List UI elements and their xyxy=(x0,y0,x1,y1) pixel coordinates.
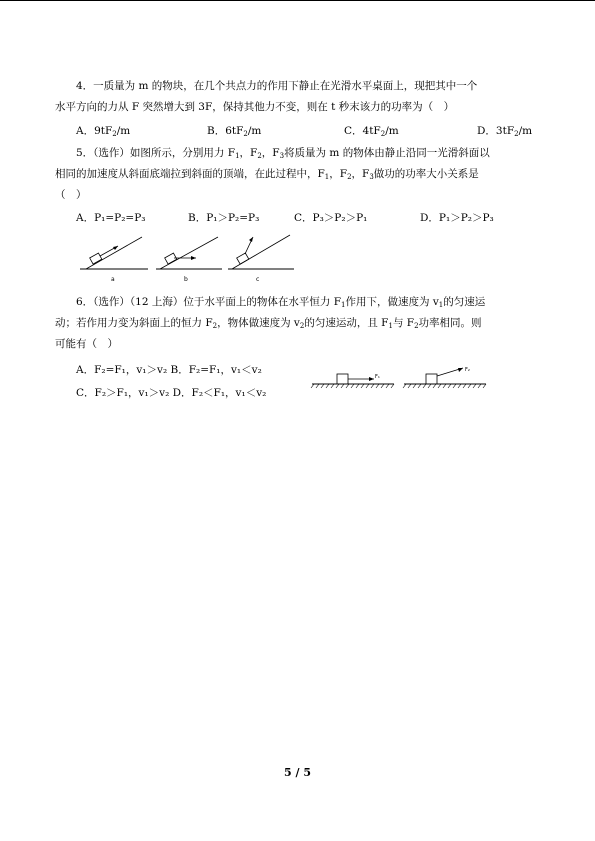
q6-line-2: 动；若作用力变为斜面上的恒力 $F_2$，物体做速度为 $v_2$的匀速运动，且 $F_1$与 $F_2$功率相同。则 xyxy=(55,317,482,330)
q5-option-a[interactable]: A．P₁=P₂=P₃ xyxy=(76,212,146,224)
page-number: 5 / 5 xyxy=(284,766,311,779)
q6-force-figure xyxy=(310,366,490,392)
q5-option-d[interactable]: D．P₁＞P₂＞P₃ xyxy=(420,212,494,224)
figure-label-b: b xyxy=(184,276,188,283)
q6-line-1: 6．（选作）（12 上海）位于水平面上的物体在水平恒力 $F_1$作用下，做速度为 $v_1$的匀速运 xyxy=(76,296,486,309)
question-4 xyxy=(55,76,545,118)
inclined-force-diagram xyxy=(403,367,486,388)
q4-option-a[interactable]: A．$9tF_2/m$ xyxy=(76,125,131,138)
horizontal-force-diagram xyxy=(311,374,394,388)
force-label-f1: F₁ xyxy=(375,374,380,380)
q5-option-c[interactable]: C．P₃＞P₂＞P₁ xyxy=(294,212,368,224)
q4-option-d[interactable]: D．$3tF_2/m$ xyxy=(477,125,533,138)
q5-option-b[interactable]: B．P₁＞P₂=P₃ xyxy=(188,212,260,224)
q5-options xyxy=(76,210,546,224)
q6-line-3: 可能有（ ） xyxy=(55,338,118,350)
incline-b xyxy=(156,237,222,283)
incline-a xyxy=(80,237,148,283)
q5-line-1: 5．（选作）如图所示，分别用力 $F_1$，$F_2$，$F_3$将质量为 m 的物体由静止沿同一光滑斜面以 xyxy=(76,147,490,160)
q5-line-2: 相同的加速度从斜面底端拉到斜面的顶端，在此过程中，$F_1$，$F_2$，$F_3$做功的功率大小关系是 xyxy=(55,168,479,181)
incline-c xyxy=(228,235,294,283)
q6-options-row-1[interactable]: A．F₂=F₁，v₁＞v₂ B．F₂=F₁，v₁＜v₂ xyxy=(76,364,262,376)
force-label-f2: F₂ xyxy=(465,367,470,373)
q5-incline-figure xyxy=(78,225,298,287)
figure-label-c: c xyxy=(256,276,260,283)
q4-line-1: 4．一质量为 m 的物块，在几个共点力的作用下静止在光滑水平桌面上，现把其中一个 xyxy=(76,80,478,92)
q4-option-c[interactable]: C．$4tF_2/m$ xyxy=(344,125,399,138)
q4-option-b[interactable]: B．$6tF_2/m$ xyxy=(207,125,262,138)
figure-label-a: a xyxy=(111,276,115,283)
q4-options xyxy=(76,123,546,137)
top-rule xyxy=(0,0,595,1)
q4-line-2: 水平方向的力从 F 突然增大到 3F，保持其他力不变，则在 t 秒末该力的功率为（ ） xyxy=(55,101,455,113)
q6-options-row-2[interactable]: C．F₂＞F₁，v₁＞v₂ D．F₂＜F₁，v₁＜v₂ xyxy=(76,387,267,399)
q5-line-3: （ ） xyxy=(55,189,87,201)
question-5 xyxy=(55,143,545,206)
question-6 xyxy=(55,292,545,355)
